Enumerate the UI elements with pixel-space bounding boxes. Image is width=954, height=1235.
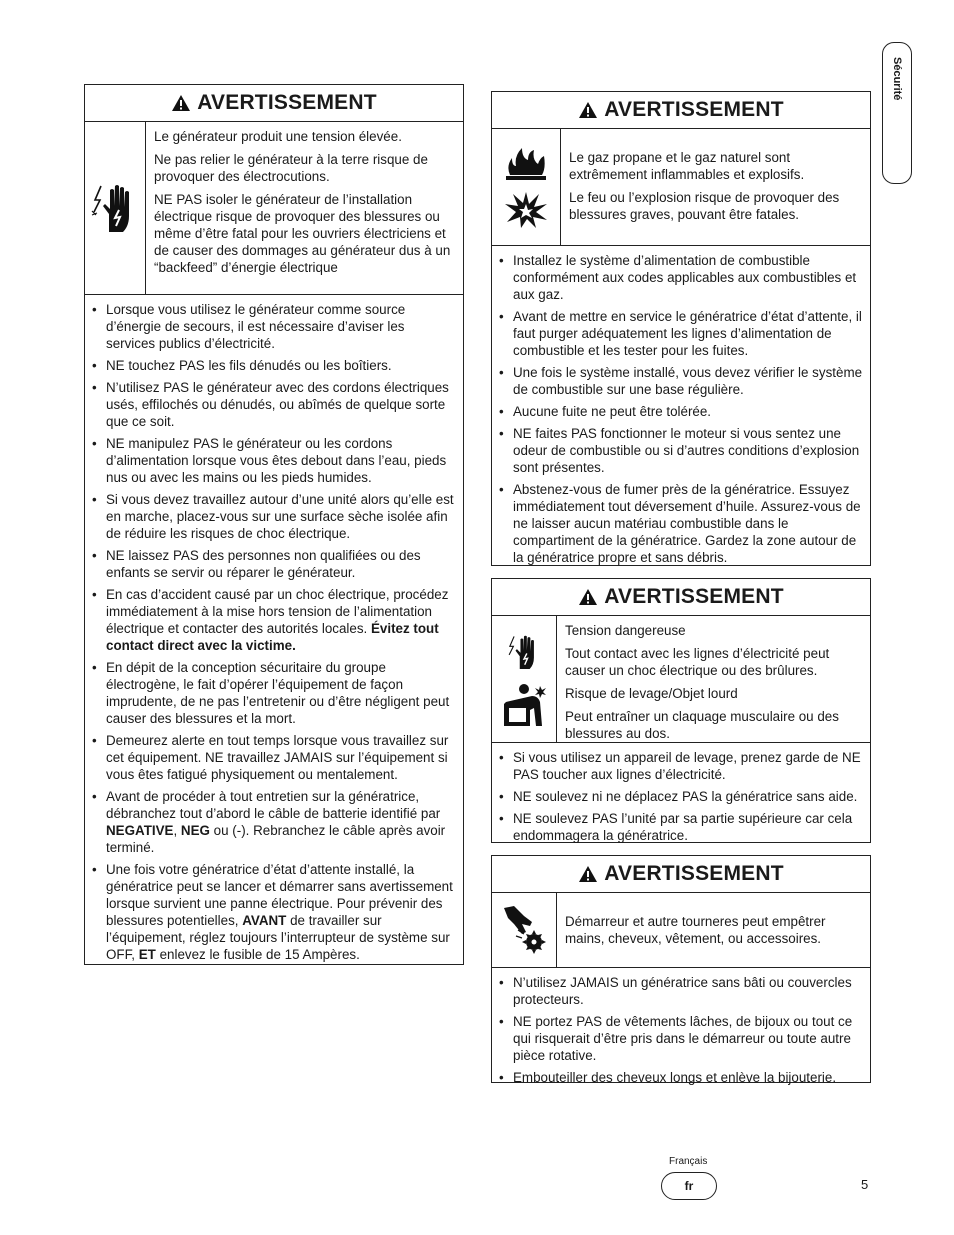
hazard-line: Le gaz propane et le gaz naturel sont extrêmement inflammables et explosifs. [569,150,805,182]
list-item: • Abstenez-vous de fumer près de la génératrice. Essuyez immédiatement tout déversement d’huile. Assurez-vous de ne laisser aucun matériau combustible dans le compartiment de la génératrice. Gardez la zone autour de la génératrice propre et sans débris. [498,481,864,566]
hazard-text [557,893,870,967]
list-item: • NE soulevez ni ne déplacez PAS la génératrice sans aide. [498,788,864,805]
warning-header [492,92,870,129]
list-item: • Une fois le système installé, vous devez vérifier le système de combustible sur une base régulière. [498,364,864,398]
hazard-text [557,616,870,742]
fire-icon [502,144,550,182]
list-item: • NE portez PAS de vêtements lâches, de bijoux ou tout ce qui risquerait d’être pris dans le démarreur ou toute autre pièce rotative. [498,1013,864,1064]
heavy-lifting-icon [500,682,548,728]
hazard-text [146,122,463,294]
list-item-emphasis: NEG [180,823,210,838]
hazard-line: Ne pas relier le générateur à la terre risque de provoquer des électrocutions. [154,152,428,184]
safety-bullet-list [492,968,870,1095]
section-tab [882,42,912,184]
list-item-emphasis: NEGATIVE [106,823,174,838]
language-badge [661,1172,717,1200]
warning-header-text: AVERTISSEMENT [604,98,784,121]
warning-header-text: AVERTISSEMENT [604,862,784,885]
list-item: • Aucune fuite ne peut être tolérée. [498,403,864,420]
hazard-icons [492,893,557,967]
hazard-line: Démarreur et autre tourneres peut empêtrer mains, cheveux, vêtement, ou accessoires. [565,914,826,946]
entanglement-hand-icon [500,902,548,958]
list-item: • Avant de mettre en service le génératrice d’état d’attente, il faut purger adéquatement les lignes d’alimentation de combustible et les tester pour les fuites. [498,308,864,359]
hazard-section [492,129,870,246]
warning-header-text: AVERTISSEMENT [197,91,377,114]
list-item: • N’utilisez JAMAIS un génératrice sans bâti ou couvercles protecteurs. [498,974,864,1008]
safety-bullet-list [492,246,870,575]
list-item-emphasis: ET [138,947,156,962]
warning-header [85,85,463,122]
hazard-section [492,893,870,968]
list-item-text: ou (-). Rebranchez le câble après avoir terminé. [106,823,446,855]
hazard-line: Tension dangereuse [565,623,686,638]
hazard-text [561,129,870,245]
page-number: 5 [861,1177,869,1192]
language-code: fr [684,1179,694,1193]
hazard-line: Risque de levage/Objet lourd [565,686,738,701]
hazard-line: Le feu ou l’explosion risque de provoquer des blessures graves, pouvant être fatales. [569,190,840,222]
list-item: • NE soulevez PAS l’unité par sa partie supérieure car cela endommagera la génératrice. [498,810,864,844]
warning-triangle-icon [578,101,598,119]
list-item: • NE manipulez PAS le générateur ou les cordons d’alimentation lorsque vous êtes debout dans l’eau, pieds nus ou avec les mains ou les pieds humides. [91,435,457,486]
warning-header-text: AVERTISSEMENT [604,585,784,608]
list-item-emphasis: AVANT [242,913,287,928]
hazard-section [85,122,463,295]
list-item: • Demeurez alerte en tout temps lorsque vous travaillez sur cet équipement. NE travaillez JAMAIS sur l’équipement si vous êtes fatigué physiquement ou mentalement. [91,732,457,783]
list-item-text: Une fois votre génératrice d’état d’attente installé, la génératrice peut se lancer et démarrer sans avertissement lorsque survient une panne électrique. Pour prévenir des blessures potentielles, [106,862,453,928]
list-item [91,586,457,654]
electric-shock-hand-icon [507,630,541,674]
electric-shock-hand-icon [91,180,139,236]
warning-triangle-icon [171,94,191,112]
list-item-emphasis: Évitez tout contact direct avec la victime. [106,621,439,653]
warning-box-lifting [491,578,871,843]
warning-header [492,856,870,893]
list-item [91,788,457,856]
list-item: • Installez le système d’alimentation de combustible conformément aux codes applicables aux combustibles et aux gaz. [498,252,864,303]
warning-box-moving-parts [491,855,871,1083]
hazard-line: Tout contact avec les lignes d’électricité peut causer un choc électrique ou des brûlures. [565,646,830,678]
hazard-line: NE PAS isoler le générateur de l’installation électrique risque de provoquer des blessures ou même d’être fatal pour les ouvriers électriciens et de causer des dommages au générateur dus à un “backfeed” d’énergie électrique [154,192,451,275]
list-item: • N’utilisez PAS le générateur avec des cordons électriques usés, effilochés ou dénudés, ou abîmés de quelque sorte que ce soit. [91,379,457,430]
warning-header [492,579,870,616]
hazard-line: Le générateur produit une tension élevée. [154,129,402,144]
list-item-text: de travailler sur l’équipement, réglez toujours l’interrupteur de système sur OFF, [106,913,450,962]
warning-box-electrical [84,84,464,965]
hazard-section [492,616,870,743]
language-label: Français [669,1156,708,1167]
list-item: • Si vous devez travaillez autour d’une unité alors qu’elle est en marche, placez-vous sur une surface sèche isolée afin de réduire les risques de choc électrique. [91,491,457,542]
list-item: • NE touchez PAS les fils dénudés ou les boîtiers. [91,357,457,374]
list-item-text: En cas d’accident causé par un choc électrique, procédez immédiatement à la mise hors tension de l’alimentation électrique et contacter des autorités locales. [106,587,449,636]
hazard-icons [492,616,557,742]
list-item-text: , [173,823,181,838]
list-item: • Si vous utilisez un appareil de levage, prenez garde de NE PAS toucher aux lignes d’électricité. [498,749,864,783]
hazard-icons [492,129,561,245]
hazard-line: Peut entraîner un claquage musculaire ou des blessures au dos. [565,709,839,741]
list-item-text: enlevez le fusible de 15 Ampères. [155,947,360,962]
list-item-text: Avant de procéder à tout entretien sur la génératrice, débranchez tout d’abord le câble de batterie identifié par [106,789,441,821]
list-item: • NE laissez PAS des personnes non qualifiées ou des enfants se servir ou réparer le générateur. [91,547,457,581]
list-item: • Lorsque vous utilisez le générateur comme source d’énergie de secours, il est nécessaire d’aviser les services publics d’électricité. [91,301,457,352]
warning-box-fuel [491,91,871,566]
list-item: • NE faites PAS fonctionner le moteur si vous sentez une odeur de combustible ou si d’autres conditions d’explosion sont présentes. [498,425,864,476]
warning-triangle-icon [578,588,598,606]
explosion-icon [503,190,549,230]
list-item: • En dépit de la conception sécuritaire du groupe électrogène, le fait d’opérer l’équipement de façon imprudente, de ne pas l’entretenir ou d’être négligent peut causer des blessures et la mort. [91,659,457,727]
warning-triangle-icon [578,865,598,883]
list-item [91,861,457,963]
list-item: • Embouteiller des cheveux longs et enlève la bijouterie. [498,1069,864,1086]
hazard-icons [85,122,146,294]
safety-bullet-list [85,295,463,972]
section-tab-label: Sécurité [891,57,903,101]
safety-bullet-list [492,743,870,853]
